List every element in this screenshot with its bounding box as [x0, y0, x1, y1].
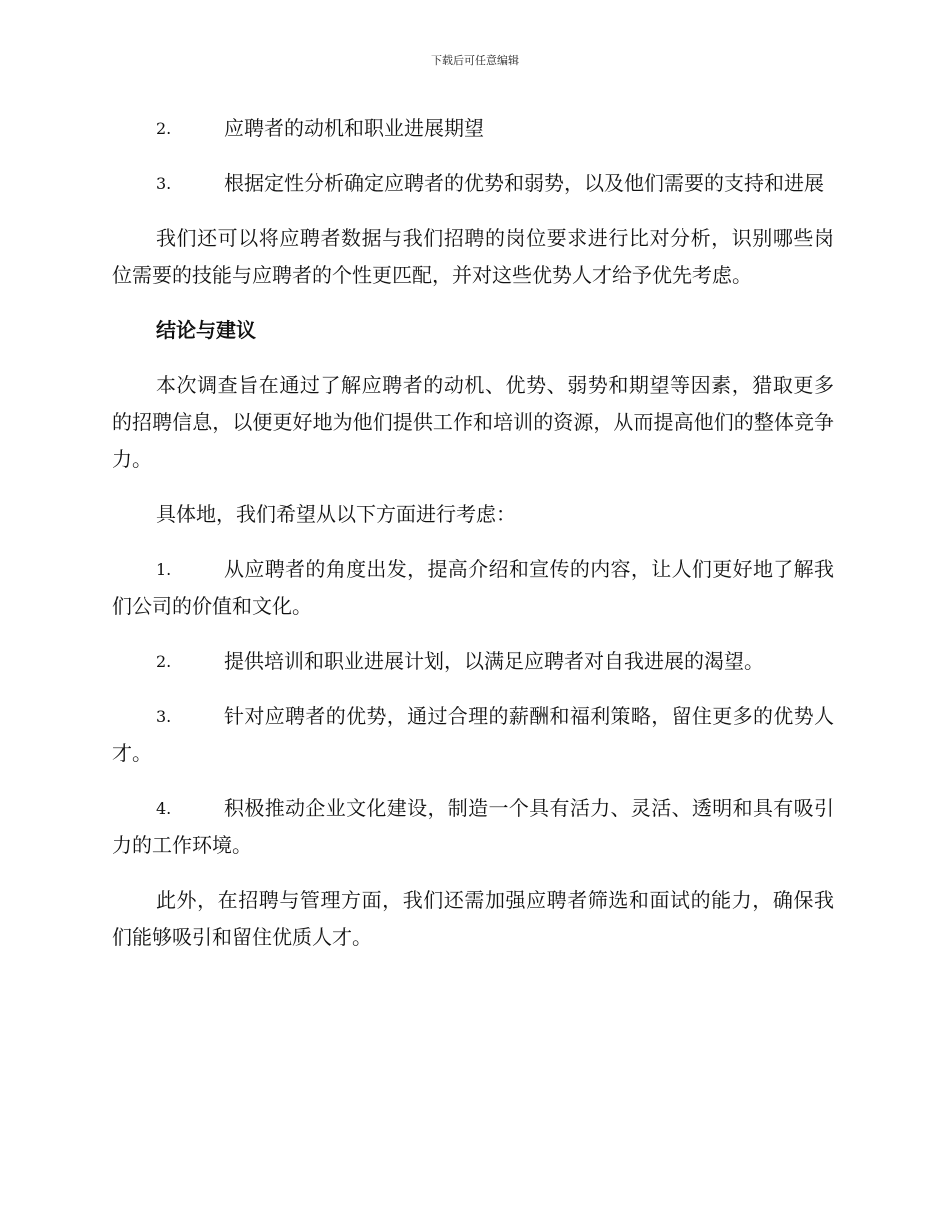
- list-number: 3.: [156, 707, 172, 726]
- list-number: 4.: [156, 799, 172, 818]
- list-item: [112, 165, 834, 202]
- list-item-text: 积极推动企业文化建设，制造一个具有活力、灵活、透明和具有吸引力的工作环境。: [112, 796, 834, 857]
- list-number: 3.: [156, 174, 172, 193]
- list-item: [112, 551, 834, 625]
- list-item: [112, 110, 834, 147]
- list-item: [112, 790, 834, 864]
- paragraph: 本次调查旨在通过了解应聘者的动机、优势、弱势和期望等因素，猎取更多的招聘信息，以便更好地为他们提供工作和培训的资源，从而提高他们的整体竞争力。: [112, 373, 834, 471]
- list-number: 2.: [156, 119, 172, 138]
- list-item-text: 提供培训和职业进展计划，以满足应聘者对自我进展的渴望。: [224, 649, 764, 673]
- list-item-text: 根据定性分析确定应聘者的优势和弱势，以及他们需要的支持和进展: [224, 171, 824, 195]
- paragraph: 具体地，我们希望从以下方面进行考虑：: [156, 502, 516, 526]
- list-item-text: 应聘者的动机和职业进展期望: [224, 116, 484, 140]
- list-number: 2.: [156, 652, 172, 671]
- paragraph: 我们还可以将应聘者数据与我们招聘的岗位要求进行比对分析，识别哪些岗位需要的技能与应聘者的个性更匹配，并对这些优势人才给予优先考虑。: [112, 226, 834, 287]
- paragraph: 此外，在招聘与管理方面，我们还需加强应聘者筛选和面试的能力，确保我们能够吸引和留住优质人才。: [112, 888, 834, 949]
- section-heading: 结论与建议: [156, 318, 256, 342]
- list-item: [112, 643, 834, 680]
- list-item: [112, 698, 834, 772]
- header-note: 下载后可任意编辑: [431, 54, 519, 67]
- list-item-text: 从应聘者的角度出发，提高介绍和宣传的内容，让人们更好地了解我们公司的价值和文化。: [112, 557, 834, 618]
- list-number: 1.: [156, 560, 172, 579]
- list-item-text: 针对应聘者的优势，通过合理的薪酬和福利策略，留住更多的优势人才。: [112, 704, 834, 765]
- document-body: [112, 110, 834, 974]
